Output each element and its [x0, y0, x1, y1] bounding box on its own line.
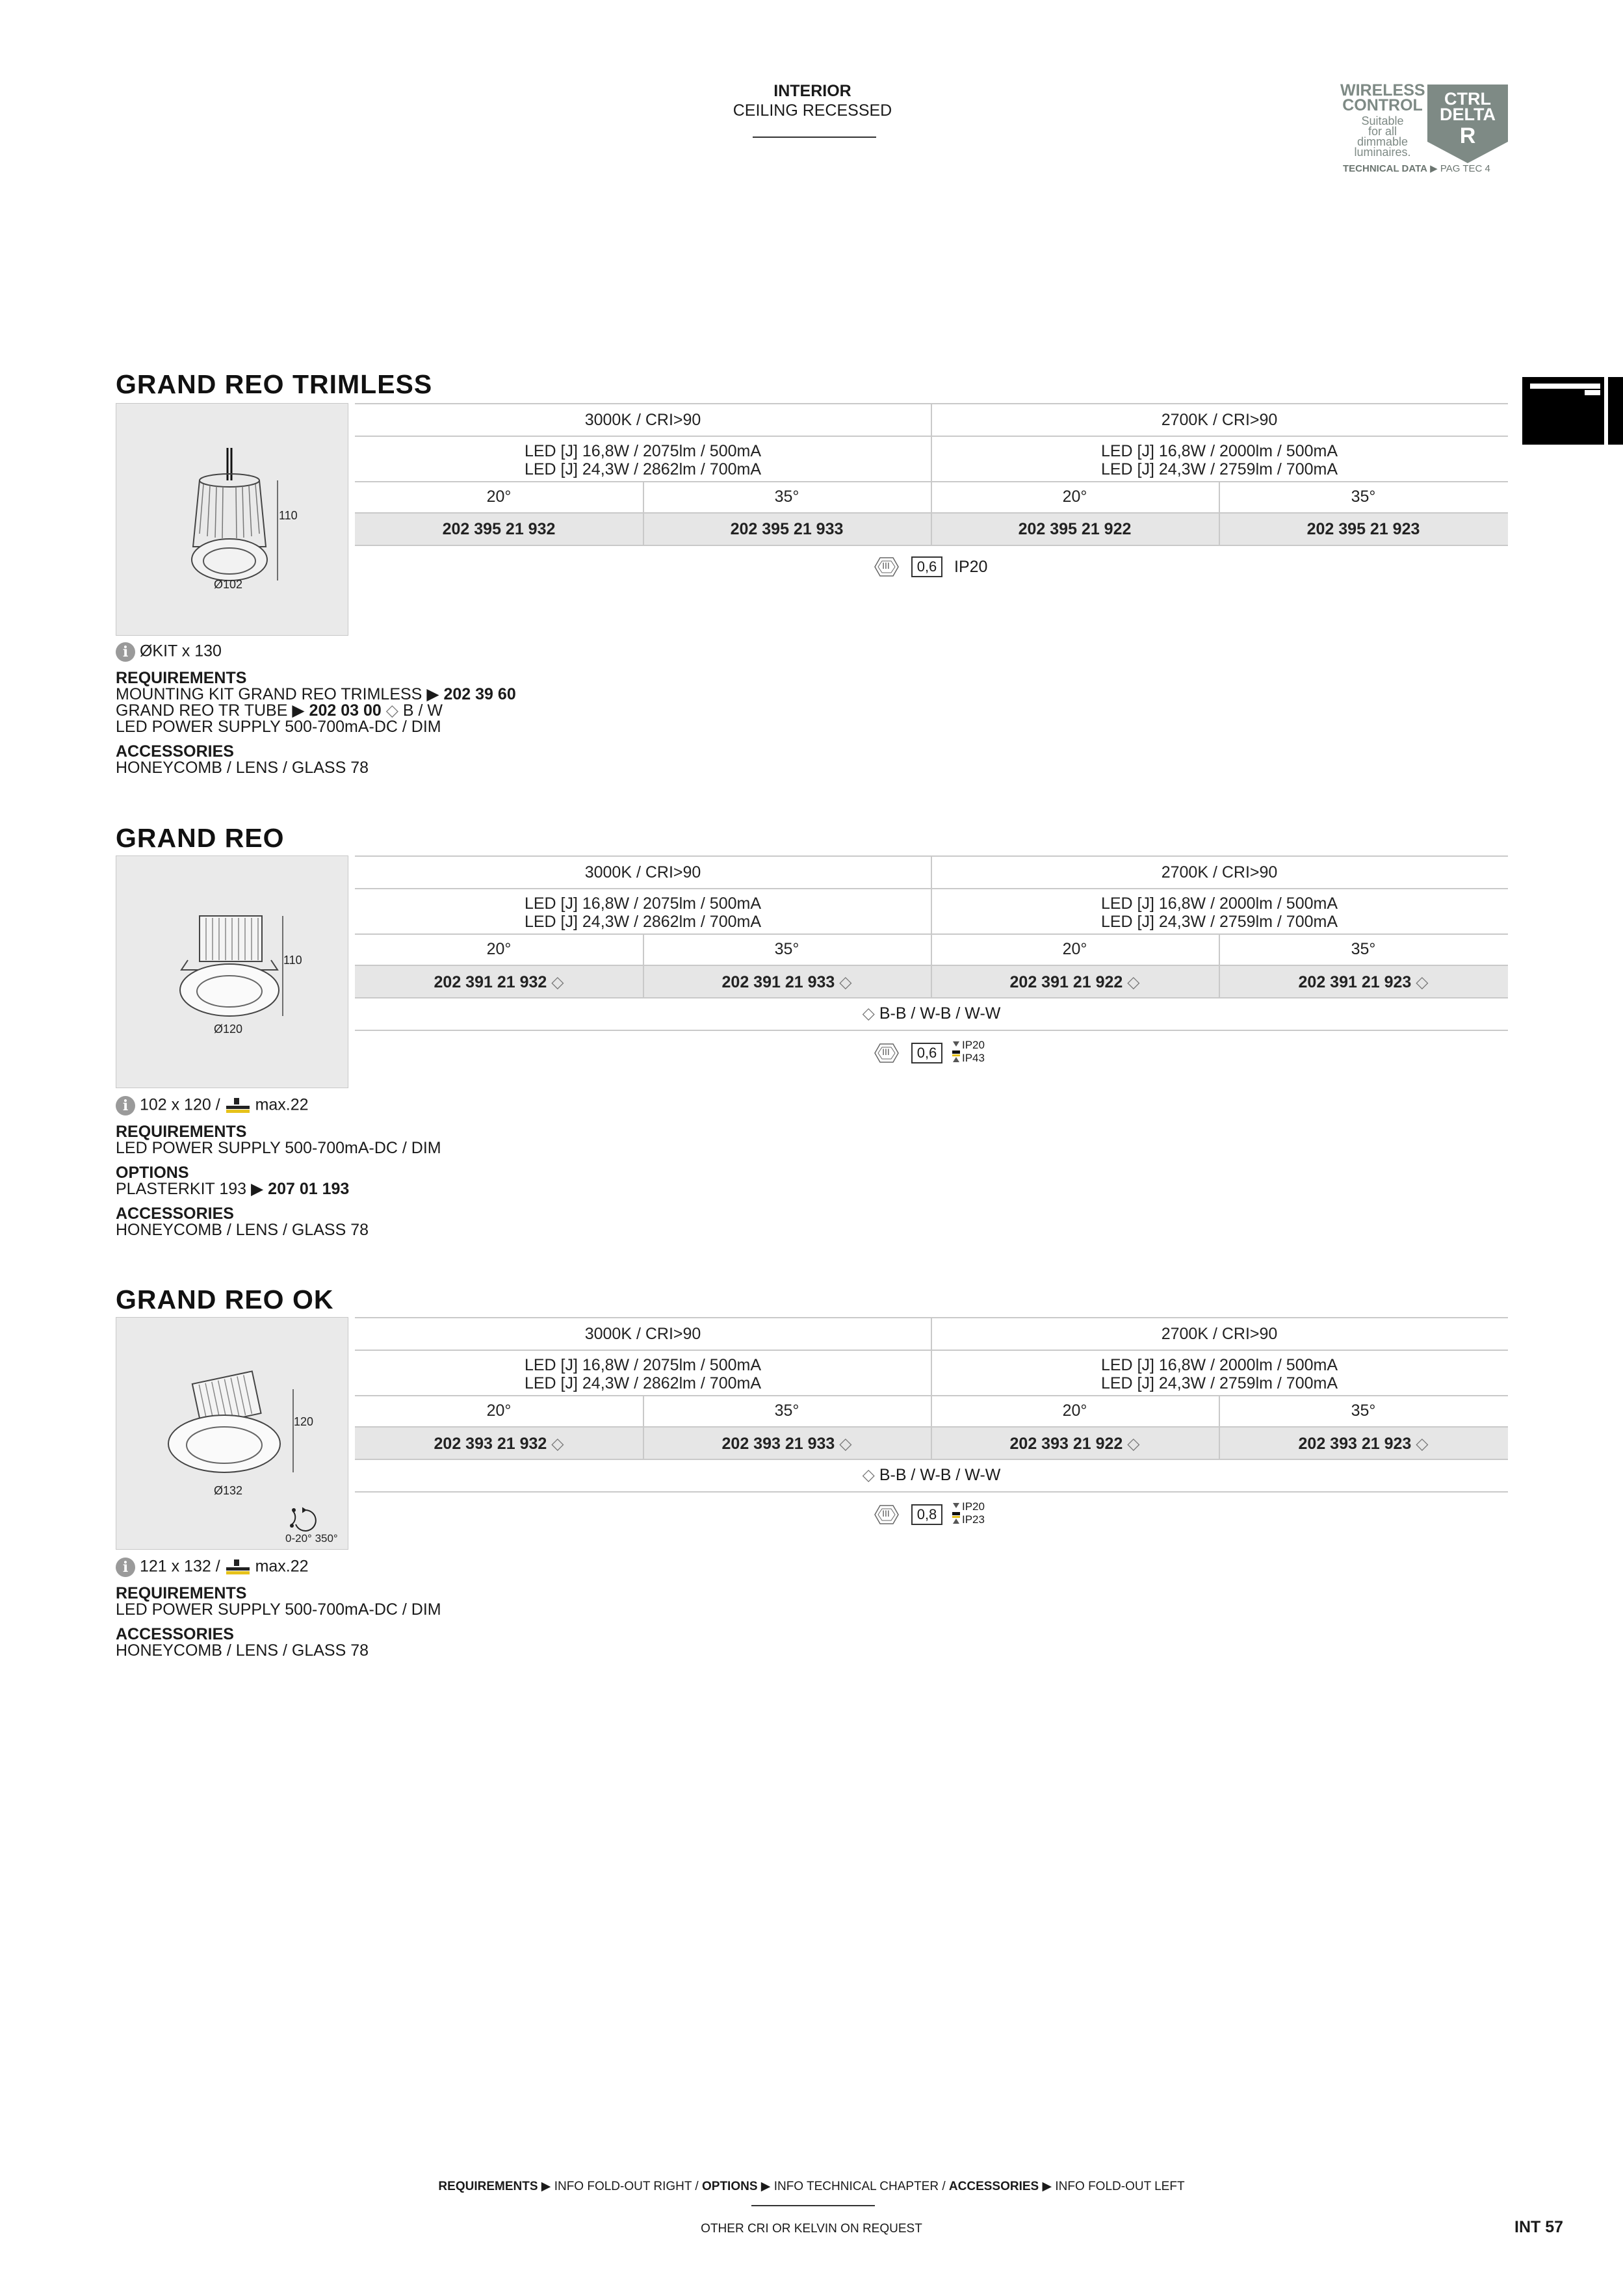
beam-angle: 20°	[486, 488, 512, 506]
tilt-value: 0-20°	[285, 1532, 312, 1545]
info-text: ØKIT x 130	[139, 642, 222, 660]
product-code: 202 391 21 933	[721, 973, 835, 991]
temp-2700k: 2700K / CRI>90	[1161, 1325, 1278, 1343]
requirements-heading: REQUIREMENTS	[116, 1123, 247, 1141]
grand-reo-ok-drawing	[116, 1318, 349, 1550]
diamond-icon: ◇	[1416, 973, 1429, 991]
led-spec: LED [J] 24,3W / 2862lm / 700mA	[524, 1374, 762, 1392]
accessories-heading: ACCESSORIES	[116, 1625, 234, 1643]
product-code: 202 391 21 922	[1009, 973, 1123, 991]
rating-line	[355, 554, 1508, 580]
suitable-line: luminaires.	[1354, 146, 1411, 159]
height-dimension: 110	[283, 954, 302, 967]
beam-angle: 20°	[486, 940, 512, 958]
led-spec: LED [J] 24,3W / 2759lm / 700mA	[1100, 913, 1338, 931]
diamond-icon: ◇	[862, 1466, 875, 1484]
delta-text: DELTA	[1440, 105, 1496, 124]
led-spec: LED [J] 16,8W / 2075lm / 500mA	[524, 1356, 762, 1374]
ctrl-delta-badge	[1427, 85, 1508, 163]
footer-acc-label: ACCESSORIES	[948, 2180, 1039, 2193]
diamond-icon: ◇	[385, 701, 398, 720]
beam-angle: 20°	[1062, 1402, 1087, 1420]
diameter-dimension: Ø132	[214, 1484, 243, 1497]
finish-options: B-B / W-B / W-W	[879, 1004, 1001, 1023]
wireless-control-label	[1340, 83, 1425, 157]
beam-angle: 20°	[1062, 940, 1087, 958]
beam-angle: 35°	[1351, 1402, 1376, 1420]
arrow-right-icon: ▶	[292, 701, 305, 720]
diamond-icon: ◇	[551, 1435, 564, 1453]
technical-data-ref	[1343, 163, 1490, 174]
insulation-icon	[225, 1558, 251, 1576]
product-code: 202 393 21 933	[721, 1435, 835, 1453]
footer-opt-text: INFO TECHNICAL CHAPTER /	[773, 2180, 946, 2193]
grand-reo-drawing	[116, 856, 349, 1089]
insulation-icon	[225, 1097, 251, 1115]
info-text: 102 x 120 /	[139, 1095, 220, 1114]
arrow-right-icon: ▶	[541, 2180, 551, 2193]
column-divider	[931, 403, 932, 545]
requirement-item: LED POWER SUPPLY 500-700mA-DC / DIM	[116, 718, 441, 736]
column-divider	[931, 855, 932, 997]
tab-mark	[1604, 377, 1608, 445]
diameter-dimension: Ø102	[214, 578, 243, 591]
wireless-line: WIRELESS	[1340, 81, 1425, 99]
suitable-line: dimmable	[1357, 135, 1409, 148]
product-code: 202 391 21 923	[1298, 973, 1412, 991]
tab-mark	[1585, 390, 1600, 395]
info-icon: i	[116, 1558, 135, 1577]
finish-row	[355, 1465, 1508, 1493]
temp-2700k: 2700K / CRI>90	[1161, 863, 1278, 881]
ctrl-letter: R	[1459, 124, 1476, 148]
product-code: 202 393 21 932	[434, 1435, 547, 1453]
accessories-heading: ACCESSORIES	[116, 742, 234, 761]
control-line: CONTROL	[1342, 96, 1423, 114]
product-code: 202 391 21 932	[434, 973, 547, 991]
arrow-right-icon: ▶	[426, 685, 439, 703]
section-title: GRAND REO OK	[116, 1285, 334, 1314]
column-divider	[1219, 481, 1220, 545]
glare-value: 0,8	[911, 1504, 942, 1525]
beam-angle: 35°	[774, 488, 799, 506]
accessories-heading: ACCESSORIES	[116, 1205, 234, 1223]
column-divider	[643, 933, 644, 997]
column-divider	[1219, 1395, 1220, 1459]
diamond-icon: ◇	[839, 973, 852, 991]
arrow-right-icon: ▶	[1042, 2180, 1052, 2193]
option-code: 207 01 193	[268, 1180, 350, 1198]
suitable-line: for all	[1368, 125, 1397, 138]
arrow-right-icon: ▶	[1430, 163, 1438, 174]
trimless-drawing	[116, 404, 349, 636]
product-code: 202 395 21 932	[442, 520, 556, 538]
page-number: INT 57	[1514, 2218, 1564, 2236]
max-value: max.22	[255, 1095, 309, 1114]
temp-3000k: 3000K / CRI>90	[584, 411, 701, 429]
diamond-icon: ◇	[1416, 1435, 1429, 1453]
requirements-heading: REQUIREMENTS	[116, 1584, 247, 1602]
finish-options: B-B / W-B / W-W	[879, 1466, 1001, 1484]
ip-rating-bottom: IP23	[962, 1513, 985, 1526]
class-label: III	[882, 560, 890, 571]
arrow-right-icon: ▶	[250, 1180, 264, 1198]
column-divider	[643, 481, 644, 545]
footer-rule	[751, 2205, 875, 2206]
arrow-right-icon: ▶	[760, 2180, 771, 2193]
technical-page: PAG TEC 4	[1440, 163, 1490, 174]
rating-line	[355, 1039, 1508, 1067]
footer-req-label: REQUIREMENTS	[438, 2180, 538, 2193]
product-image	[116, 403, 348, 636]
ctrl-text: CTRL	[1444, 89, 1491, 109]
requirements-heading: REQUIREMENTS	[116, 669, 247, 687]
led-spec: LED [J] 16,8W / 2000lm / 500mA	[1100, 1356, 1338, 1374]
info-icon: i	[116, 642, 135, 662]
rating-line	[355, 1500, 1508, 1529]
led-spec: LED [J] 24,3W / 2862lm / 700mA	[524, 460, 762, 478]
glare-value: 0,6	[911, 556, 942, 577]
section-notes	[116, 1096, 441, 1238]
section-notes	[116, 1558, 441, 1659]
subcategory-title: CEILING RECESSED	[733, 101, 892, 120]
ip-rating-bottom: IP43	[962, 1052, 985, 1064]
accessories-list: HONEYCOMB / LENS / GLASS 78	[116, 1221, 369, 1239]
product-image	[116, 855, 348, 1088]
beam-angle: 35°	[1351, 488, 1376, 506]
temp-3000k: 3000K / CRI>90	[584, 1325, 701, 1343]
requirement-item: LED POWER SUPPLY 500-700mA-DC / DIM	[116, 1600, 441, 1619]
chapter-tab	[1522, 377, 1623, 445]
rotate-value: 350°	[315, 1532, 338, 1545]
product-code: 202 393 21 923	[1298, 1435, 1412, 1453]
class-label: III	[882, 1047, 890, 1057]
section-title: GRAND REO	[116, 823, 285, 853]
led-spec: LED [J] 16,8W / 2075lm / 500mA	[524, 442, 762, 460]
section-title: GRAND REO TRIMLESS	[116, 369, 433, 399]
footer-acc-text: INFO FOLD-OUT LEFT	[1055, 2180, 1185, 2193]
led-spec: LED [J] 16,8W / 2075lm / 500mA	[524, 894, 762, 913]
diamond-icon: ◇	[839, 1435, 852, 1453]
height-dimension: 110	[279, 509, 298, 522]
beam-angle: 35°	[774, 1402, 799, 1420]
led-spec: LED [J] 24,3W / 2759lm / 700mA	[1100, 460, 1338, 478]
column-divider	[1219, 933, 1220, 997]
temp-3000k: 3000K / CRI>90	[584, 863, 701, 881]
ip-install-icon	[952, 1502, 961, 1526]
height-dimension: 120	[294, 1415, 314, 1428]
glare-value: 0,6	[911, 1043, 942, 1063]
requirement-code: 202 39 60	[443, 685, 516, 703]
led-spec: LED [J] 24,3W / 2862lm / 700mA	[524, 913, 762, 931]
diamond-icon: ◇	[551, 973, 564, 991]
section-notes	[116, 642, 516, 776]
requirement-item: MOUNTING KIT GRAND REO TRIMLESS	[116, 685, 422, 703]
footer-note: OTHER CRI OR KELVIN ON REQUEST	[701, 2222, 922, 2236]
product-code: 202 393 21 922	[1009, 1435, 1123, 1453]
requirement-item: LED POWER SUPPLY 500-700mA-DC / DIM	[116, 1139, 441, 1157]
led-spec: LED [J] 16,8W / 2000lm / 500mA	[1100, 894, 1338, 913]
info-icon: i	[116, 1096, 135, 1115]
diamond-icon: ◇	[1127, 1435, 1140, 1453]
temp-2700k: 2700K / CRI>90	[1161, 411, 1278, 429]
diamond-icon: ◇	[1127, 973, 1140, 991]
product-code: 202 395 21 922	[1018, 520, 1132, 538]
led-spec: LED [J] 16,8W / 2000lm / 500mA	[1100, 442, 1338, 460]
footer-opt-label: OPTIONS	[702, 2180, 758, 2193]
technical-data-label: TECHNICAL DATA	[1343, 163, 1427, 174]
ip-rating-top: IP20	[962, 1039, 985, 1051]
footer-req-text: INFO FOLD-OUT RIGHT /	[554, 2180, 699, 2193]
diameter-dimension: Ø120	[214, 1023, 243, 1036]
led-spec: LED [J] 24,3W / 2759lm / 700mA	[1100, 1374, 1338, 1392]
product-code: 202 395 21 923	[1306, 520, 1420, 538]
max-value: max.22	[255, 1557, 309, 1576]
footer-legend	[0, 2179, 1623, 2194]
option-item: PLASTERKIT 193	[116, 1180, 247, 1198]
ip-rating-top: IP20	[962, 1500, 985, 1513]
accessories-list: HONEYCOMB / LENS / GLASS 78	[116, 759, 369, 777]
column-divider	[931, 1317, 932, 1459]
beam-angle: 35°	[774, 940, 799, 958]
product-code: 202 395 21 933	[730, 520, 844, 538]
ip-install-icon	[952, 1040, 961, 1065]
header-rule	[753, 137, 876, 138]
finish-options: B / W	[402, 701, 443, 720]
finish-row	[355, 1004, 1508, 1031]
beam-angle: 35°	[1351, 940, 1376, 958]
beam-angle: 20°	[1062, 488, 1087, 506]
ip-rating: IP20	[954, 558, 988, 576]
accessories-list: HONEYCOMB / LENS / GLASS 78	[116, 1641, 369, 1660]
product-image	[116, 1317, 348, 1550]
requirement-code: 202 03 00	[309, 701, 382, 720]
beam-angle: 20°	[486, 1402, 512, 1420]
column-divider	[643, 1395, 644, 1459]
requirement-item: GRAND REO TR TUBE	[116, 701, 288, 720]
options-heading: OPTIONS	[116, 1164, 189, 1182]
diamond-icon: ◇	[862, 1004, 875, 1023]
info-text: 121 x 132 /	[139, 1557, 220, 1576]
suitable-line: Suitable	[1361, 114, 1404, 127]
category-title: INTERIOR	[773, 82, 851, 100]
tab-mark	[1530, 384, 1600, 389]
class-label: III	[882, 1508, 890, 1519]
